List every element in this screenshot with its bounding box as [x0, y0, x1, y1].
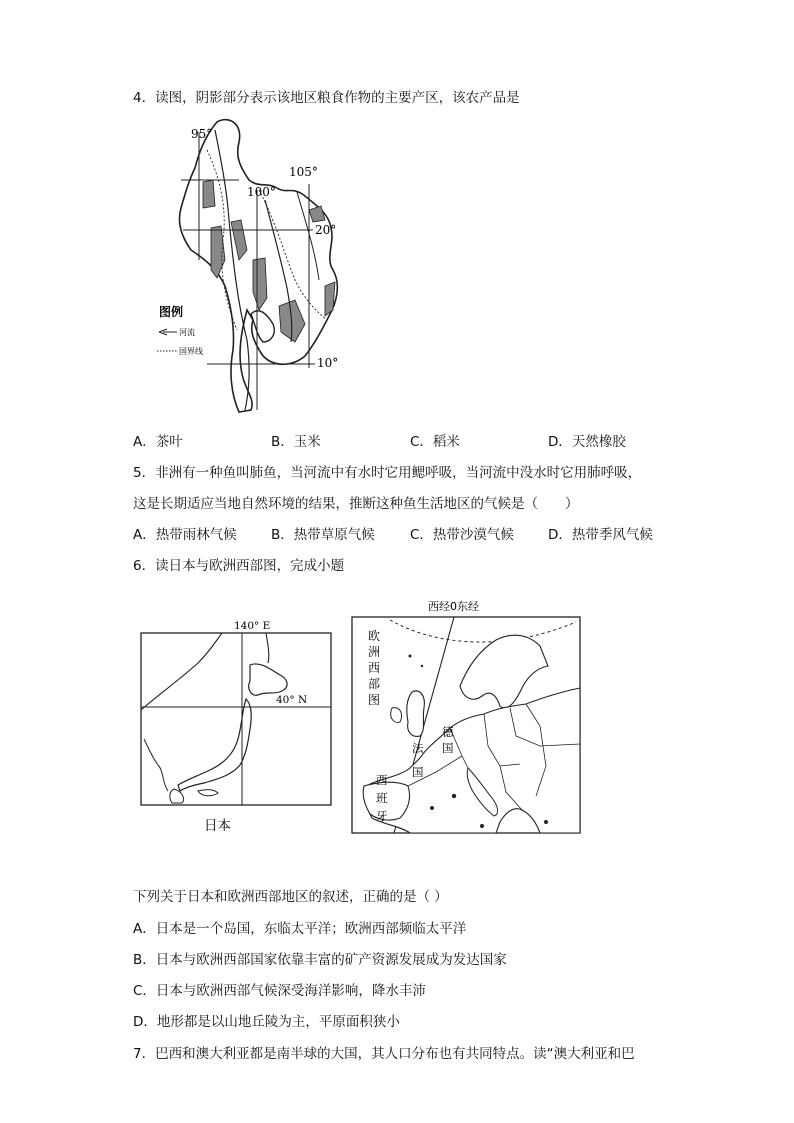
q6-option-b[interactable]: B．日本与欧洲西部国家依靠丰富的矿产资源发展成为发达国家	[133, 952, 507, 968]
q4-indochina-map	[155, 110, 355, 420]
q6-japan-lon-label: 140° E	[234, 620, 271, 632]
q6-stem: 6．读日本与欧洲西部图，完成小题	[133, 558, 345, 574]
q6-europe-map	[350, 596, 590, 838]
q5-stem-line2: 这是长期适应当地自然环境的结果，推断这种鱼生活地区的气候是（ ）	[133, 496, 579, 512]
q5-option-c[interactable]: C．热带沙漠气候	[410, 527, 514, 543]
q6-japan-frame	[141, 633, 331, 805]
q4-stem: 4．读图，阴影部分表示该地区粮食作物的主要产区，该农产品是	[133, 90, 520, 106]
q6-option-d[interactable]: D．地形都是以山地丘陵为主，平原面积狭小	[133, 1014, 400, 1030]
q6-europe-ireland	[391, 708, 402, 723]
q4-option-b[interactable]: B．玉米	[271, 434, 321, 450]
q6-japan-map	[138, 615, 338, 840]
q6-europe-island	[544, 820, 548, 824]
q4-option-a[interactable]: A．茶叶	[133, 434, 183, 450]
q4-legend-river: 河流	[179, 328, 195, 337]
q4-label-10: 10°	[317, 356, 339, 370]
q6-sub-stem: 下列关于日本和欧洲西部地区的叙述，正确的是（ ）	[133, 889, 448, 905]
q6-europe-island	[452, 794, 456, 798]
q6-europe-germany-label: 德	[442, 725, 454, 739]
q4-label-105: 105°	[289, 165, 318, 179]
q6-japan-caption: 日本	[204, 818, 231, 834]
q6-europe-france-label: 国	[412, 765, 424, 779]
q5-option-a[interactable]: A．热带雨林气候	[133, 527, 237, 543]
q5-option-b[interactable]: B．热带草原气候	[271, 527, 375, 543]
q6-option-c[interactable]: C．日本与欧洲西部气候深受海洋影响，降水丰沛	[133, 983, 426, 999]
q6-europe-spain-label: 西	[376, 773, 388, 787]
q4-legend-river-symbol	[159, 329, 177, 335]
q6-europe-britain	[407, 691, 425, 736]
q6-option-a[interactable]: A．日本是一个岛国，东临太平洋；欧洲西部频临太平洋	[133, 921, 467, 937]
q6-europe-germany-label: 国	[442, 741, 454, 755]
q6-japan-lat-label: 40° N	[276, 694, 308, 706]
q4-label-20: 20°	[315, 223, 337, 237]
q5-stem-line1: 5．非洲有一种鱼叫肺鱼，当河流中有水时它用鳃呼吸，当河流中没水时它用肺呼吸，	[133, 465, 642, 481]
q4-label-100: 100°	[247, 185, 276, 199]
q7-stem: 7．巴西和澳大利亚都是南半球的大国，其人口分布也有共同特点。读“澳大利亚和巴	[133, 1046, 635, 1062]
q6-europe-spain-label: 牙	[376, 809, 388, 823]
q6-europe-side-label: 西	[368, 661, 381, 675]
q6-europe-spain-label: 班	[376, 791, 388, 805]
q4-shaded-area	[325, 282, 335, 316]
q4-label-95: 95°	[191, 127, 213, 141]
q6-europe-side-label: 部	[368, 677, 381, 691]
q6-europe-side-label: 图	[368, 693, 381, 707]
q6-europe-side-label: 欧	[368, 629, 381, 643]
q4-shaded-area	[203, 180, 215, 208]
q6-europe-side-label: 洲	[368, 645, 381, 659]
q6-europe-meridian-label: 西经0东经	[428, 600, 479, 613]
q4-legend-title: 图例	[159, 305, 184, 319]
q4-option-c[interactable]: C．稻米	[410, 434, 460, 450]
q4-legend-border: 国界线	[179, 347, 203, 356]
q5-option-d[interactable]: D．热带季风气候	[548, 527, 653, 543]
q6-europe-island	[480, 824, 484, 828]
q6-europe-island	[430, 806, 434, 810]
q6-europe-island	[421, 665, 423, 667]
q4-option-d[interactable]: D．天然橡胶	[548, 434, 626, 450]
q6-europe-france-label: 法	[412, 741, 424, 755]
q6-europe-island	[409, 655, 412, 658]
